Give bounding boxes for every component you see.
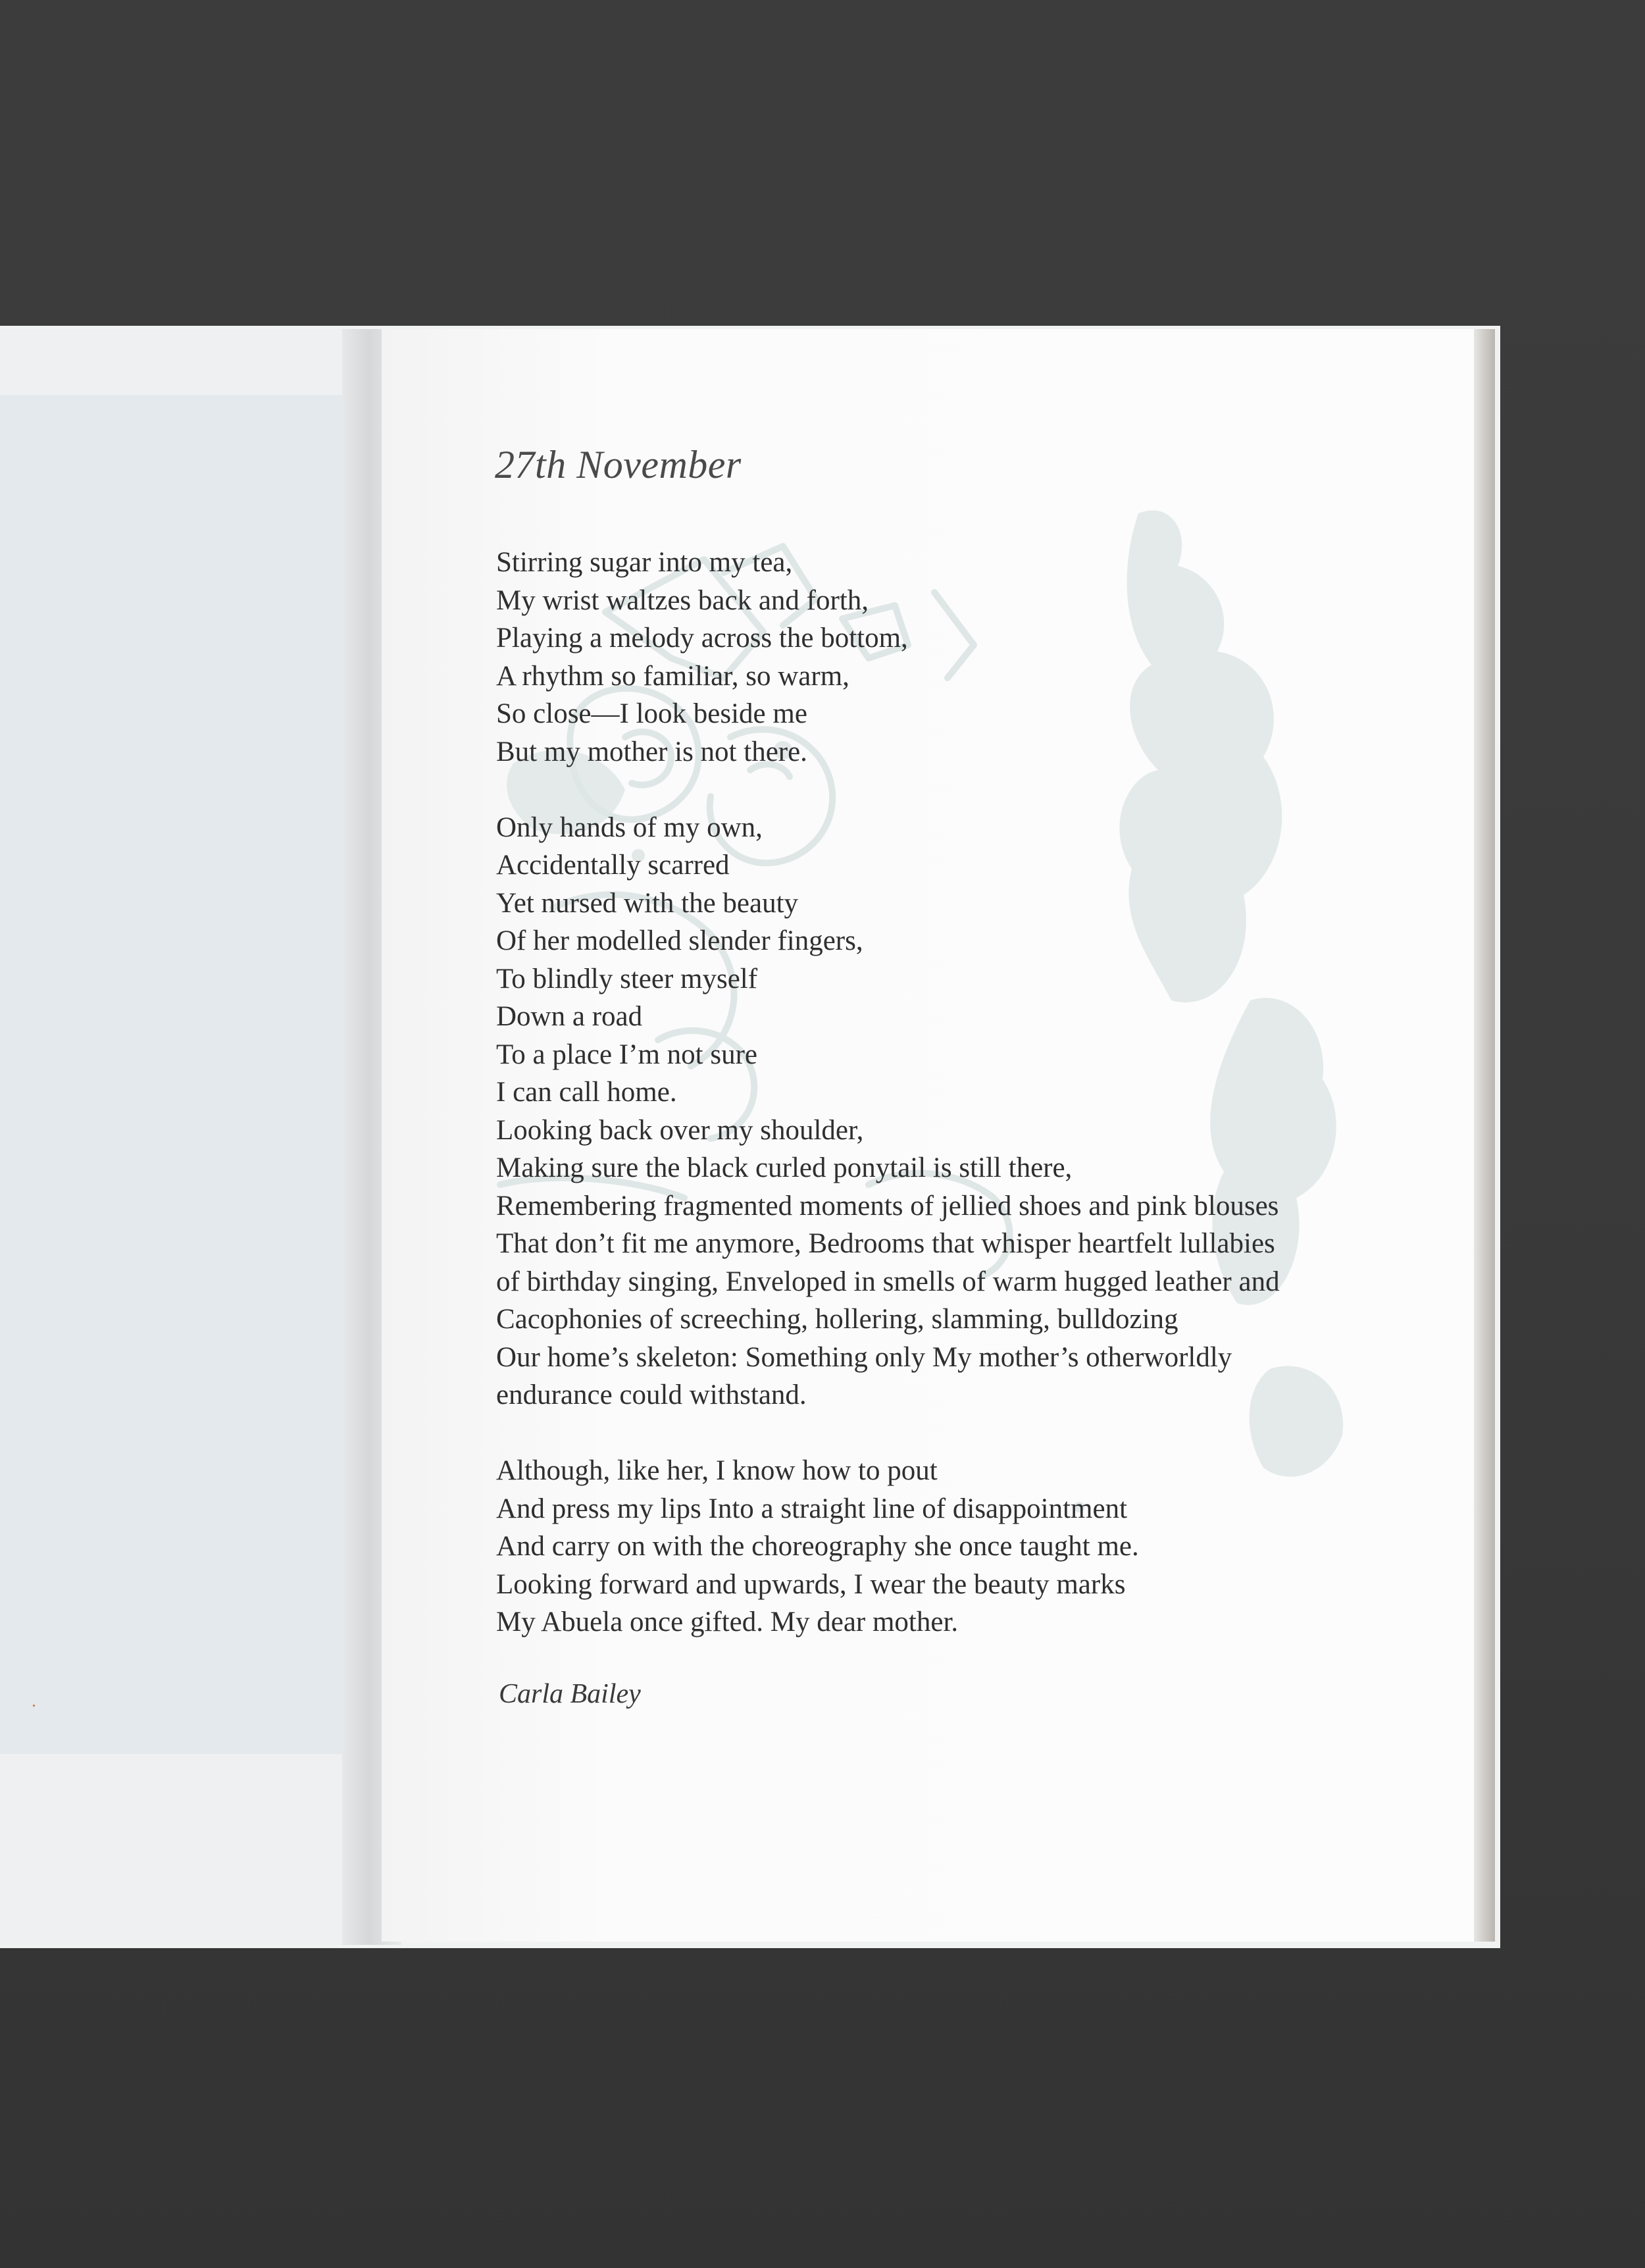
poem-line: Yet nursed with the beauty [496,887,799,919]
poem-line: I can call home. [496,1077,677,1108]
left-page-tinted-area [0,395,365,1754]
poem-title: 27th November [495,443,742,486]
poem-line: But my mother is not there. [496,736,807,767]
poem-line: Stirring sugar into my tea, [496,547,793,578]
poem-line: Making sure the black curled ponytail is still there, [496,1152,1073,1183]
poem-line: And carry on with the choreography she once taught me. [496,1531,1139,1562]
poem-line: A rhythm so familiar, so warm, [496,660,849,692]
poem-line: To blindly steer myself [496,963,758,994]
stanza-2 [496,809,1430,1414]
poem-line: My wrist waltzes back and forth, [496,584,869,616]
poem-line: Of her modelled slender fingers, [496,925,863,956]
poem-line: Playing a melody across the bottom, [496,623,908,654]
poem-line: Looking forward and upwards, I wear the beauty marks [496,1568,1126,1600]
stanza-3 [496,1452,1430,1641]
scan-speck [33,1705,35,1707]
poem-line: of birthday singing, Enveloped in smells of warm hugged leather and [496,1266,1280,1297]
poem-line: Although, like her, I know how to pout [496,1455,938,1486]
poem-line: Down a road [496,1001,643,1032]
page-edge [1474,329,1495,1942]
poem-body [496,544,1430,1679]
poem-line: Cacophonies of screeching, hollering, slamming, bulldozing [496,1304,1178,1335]
poem-line: Accidentally scarred [496,850,730,881]
poem-line: So close—I look beside me [496,698,807,729]
poem-line: To a place I’m not sure [496,1039,757,1070]
poem-line: That don’t fit me anymore, Bedrooms that whisper heartfelt lullabies [496,1228,1275,1259]
poem-author: Carla Bailey [499,1679,641,1709]
poem-line: Only hands of my own, [496,812,763,843]
poem-line: Looking back over my shoulder, [496,1114,864,1146]
poem-line: My Abuela once gifted. My dear mother. [496,1607,959,1637]
poem-line: And press my lips Into a straight line of disappointment [496,1493,1128,1524]
stanza-1 [496,544,1430,771]
poem-line: Our home’s skeleton: Something only My mother’s otherworldly [496,1341,1232,1373]
poem-line: endurance could withstand. [496,1379,807,1410]
poem-line: Remembering fragmented moments of jellied shoes and pink blouses [496,1190,1279,1222]
